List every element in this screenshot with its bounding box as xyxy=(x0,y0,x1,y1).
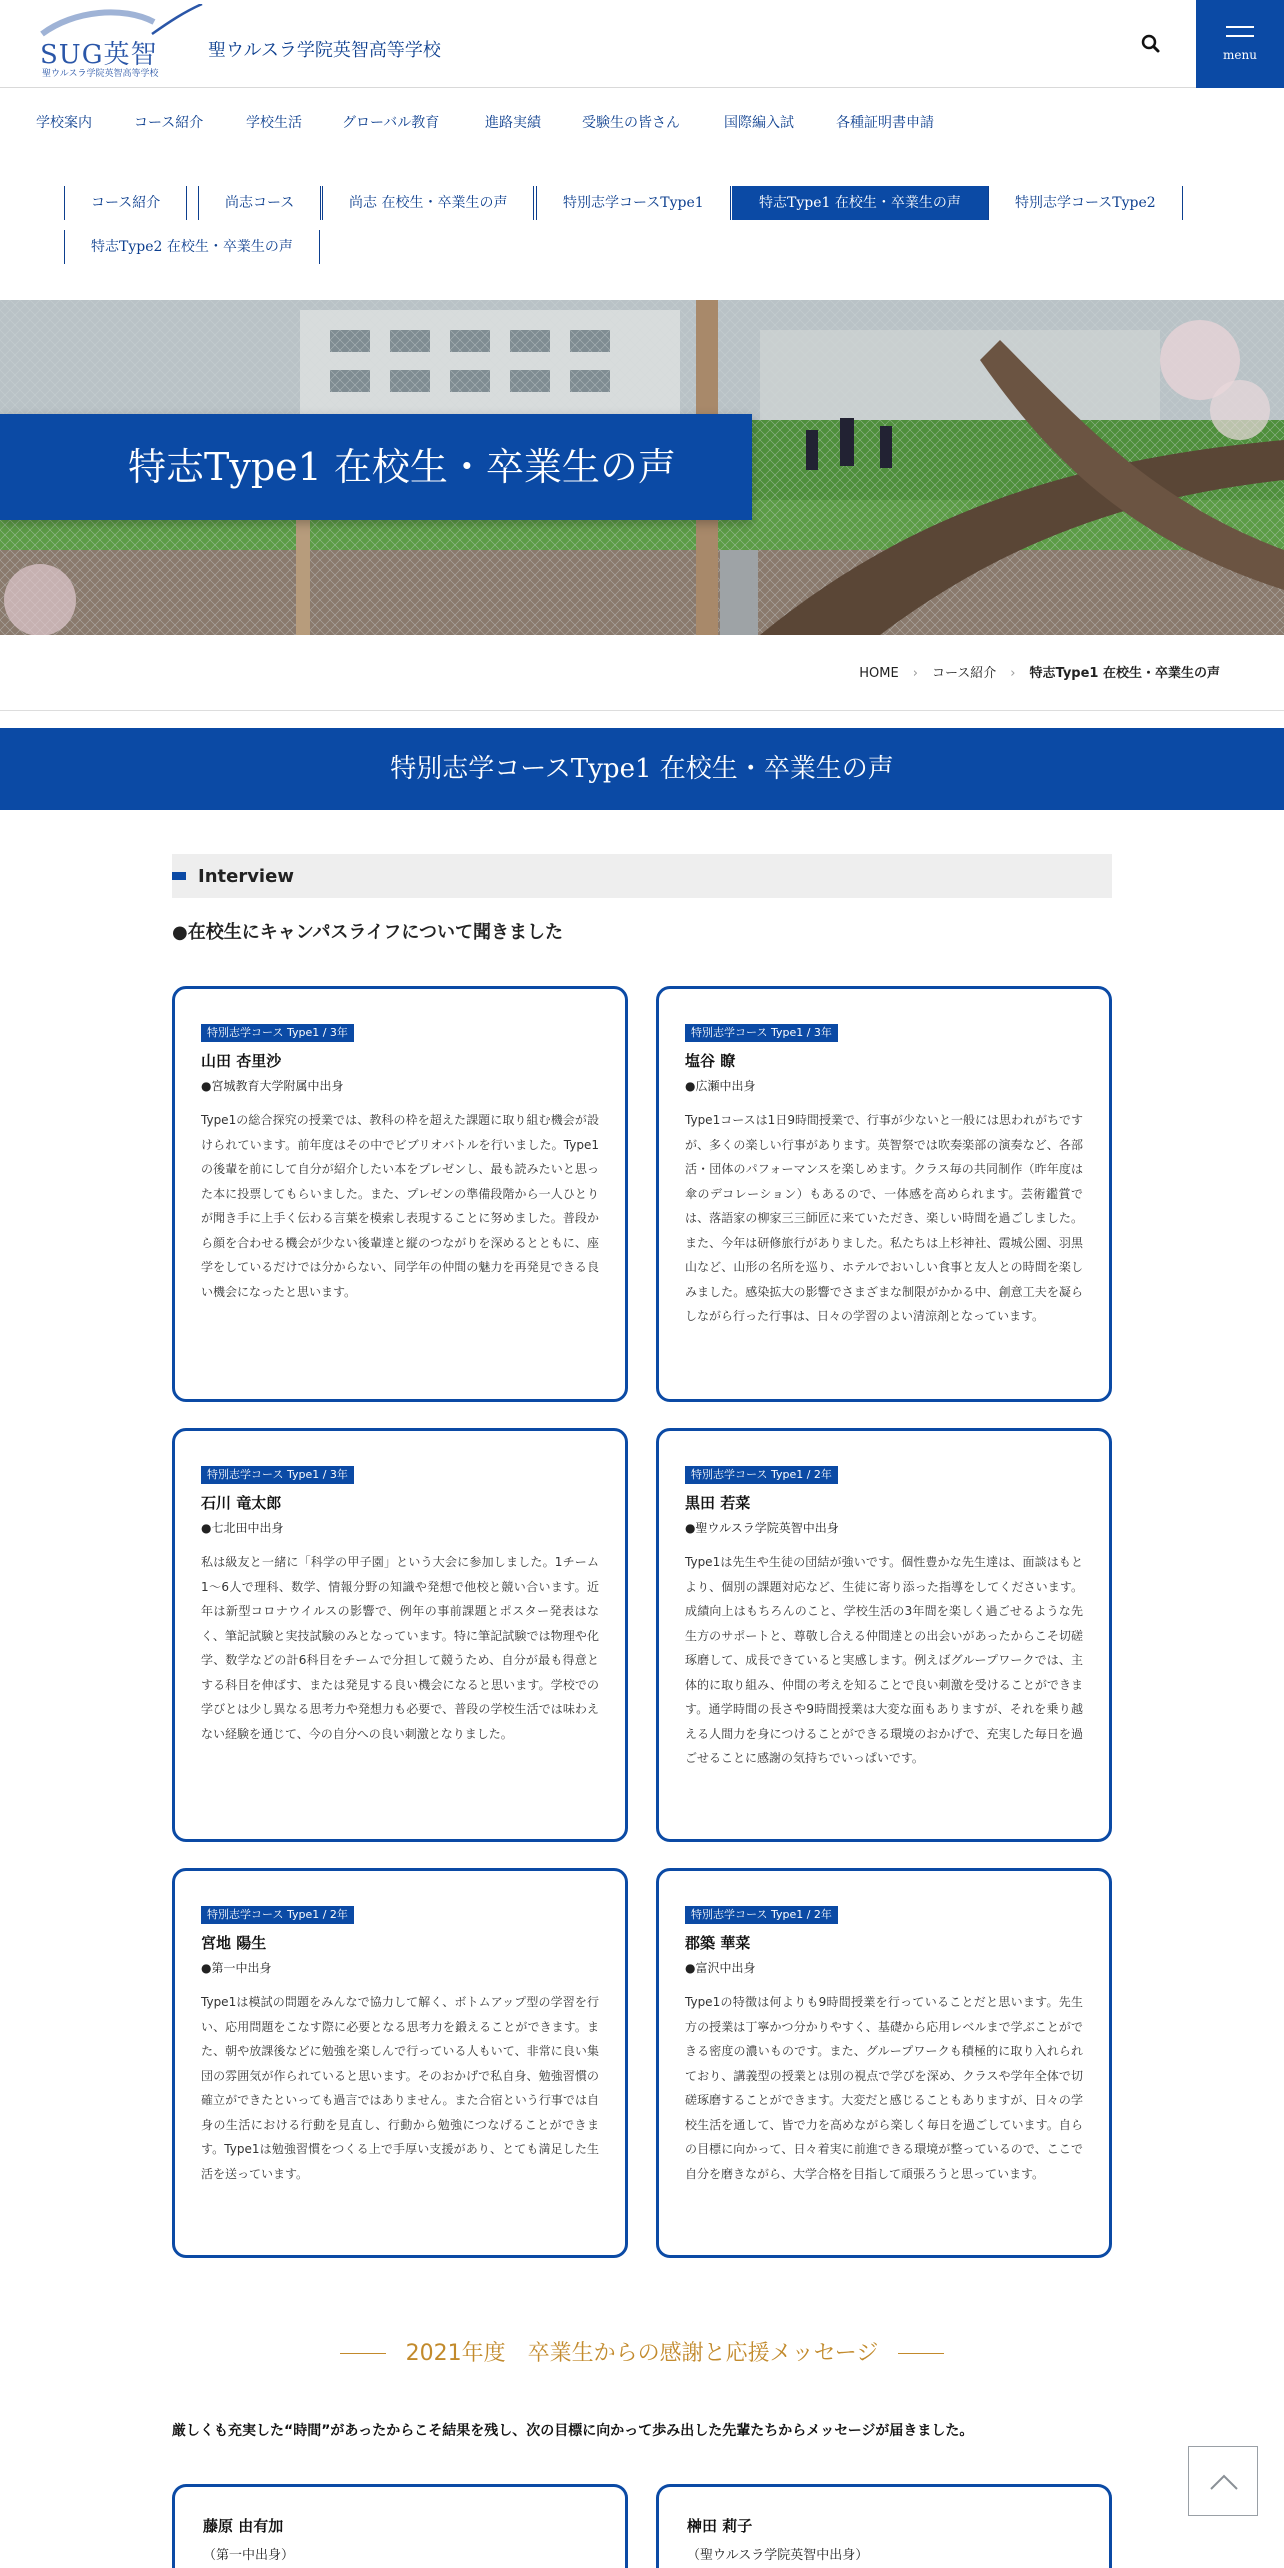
student-name: 郡築 華菜 xyxy=(685,1934,751,1952)
heading-marker-icon xyxy=(172,872,186,880)
student-card xyxy=(172,1868,628,2258)
graduate-card xyxy=(172,2484,628,2568)
student-comment: 私は級友と一緒に「科学の甲子園」という大会に参加しました。1チーム1〜6人で理科、数学、情報分野の知識や発想で他校と競い合います。近年は新型コロナウイルスの影響で、例年の事前課題とポスター発表はなく、筆記試験と実技試験のみとなっています。特に筆記試験では物理や化学、数学などの計6科目をチームで分担して競うため、自分が最も得意とする科目を伸ばす、または発見する良い機会になると思います。学校での学びとは少し異なる思考力や発想力も必要で、普段の学校生活では味わえない経験を通じて、今の自分への良い刺激となりました。 xyxy=(201,1555,599,1741)
course-badge: 特別志学コース Type1 / 2年 xyxy=(685,1466,838,1484)
graduate-name: 榊田 莉子 xyxy=(687,2517,753,2535)
student-card xyxy=(172,986,628,1402)
student-school: ●七北田中出身 xyxy=(201,1521,284,1535)
student-comment: Type1コースは1日9時間授業で、行事が少ないと一般には思われがちですが、多くの楽しい行事があります。英智祭では吹奏楽部の演奏など、各部活・団体のパフォーマンスを楽しめます。クラス毎の共同制作（昨年度は傘のデコレーション）もあるので、一体感を高められます。芸術鑑賞では、落語家の柳家三三師匠に来ていただき、楽しい時間を過ごしました。また、今年は研修旅行がありました。私たちは上杉神社、霞城公園、羽黒山など、山形の名所を巡り、ホテルでおいしい食事と友人との時間を楽しみました。感染拡大の影響でさまざまな制限がかかる中、創意工夫を凝らしながら行った行事は、日々の学習のよい清涼剤となっています。 xyxy=(685,1113,1083,1323)
graduate-school: （第一中出身） xyxy=(203,2548,295,2563)
student-school: ●聖ウルスラ学院英智中出身 xyxy=(685,1521,839,1535)
school-logo[interactable] xyxy=(34,4,204,80)
gnav-item-transfer[interactable]: 国際編入試 xyxy=(724,115,794,131)
student-name: 塩谷 瞭 xyxy=(685,1052,736,1070)
graduate-card xyxy=(656,2484,1112,2568)
subnav-item-type2[interactable]: 特別志学コースType2 xyxy=(988,186,1183,220)
graduate-school: （聖ウルスラ学院英智中出身） xyxy=(687,2548,869,2563)
interview-lead: ●在校生にキャンパスライフについて聞きました xyxy=(172,922,564,943)
student-school: ●宮城教育大学附属中出身 xyxy=(201,1079,344,1093)
subnav-item-course-intro[interactable]: コース紹介 xyxy=(64,186,187,220)
subnav-item-type1[interactable]: 特別志学コースType1 xyxy=(536,186,731,220)
gnav-item-school-guide[interactable]: 学校案内 xyxy=(36,115,92,131)
student-comment: Type1は先生や生徒の団結が強いです。個性豊かな先生達は、面談はもとより、個別の課題対応など、生徒に寄り添った指導をしてくださいます。成績向上はもちろんのこと、学校生活の3年間を楽しく過ごせるような先生方のサポートと、尊敬し合える仲間達との出会いがあったからこそ切磋琢磨して、成長できていると実感します。例えばグループワークでは、主体的に取り組み、仲間の考えを知ることで良い刺激を受けることができます。通学時間の長さや9時間授業は大変な面もありますが、それを乗り越える人間力を身につけることができる環境のおかげで、充実した毎日を過ごせることに感謝の気持ちでいっぱいです。 xyxy=(685,1555,1083,1765)
student-school: ●富沢中出身 xyxy=(685,1961,756,1975)
course-badge: 特別志学コース Type1 / 3年 xyxy=(685,1024,838,1042)
search-icon xyxy=(1135,28,1167,60)
gnav-item-applicants[interactable]: 受験生の皆さん xyxy=(582,115,680,131)
heading-rule xyxy=(898,2353,944,2354)
student-card xyxy=(172,1428,628,1842)
site-header xyxy=(0,0,1284,88)
global-nav xyxy=(0,112,1284,138)
student-card xyxy=(656,1868,1112,2258)
student-name: 黒田 若菜 xyxy=(685,1494,751,1512)
student-card xyxy=(656,1428,1112,1842)
interview-label: Interview xyxy=(198,866,294,887)
student-comment: Type1は模試の問題をみんなで協力して解く、ボトムアップ型の学習を行い、応用問題をこなす際に必要となる思考力を鍛えることができます。また、朝や放課後などに勉強を楽しんで行っている人もいて、非常に良い集団の雰囲気が作られていると思います。そのおかげで私自身、勉強習慣の確立ができたといっても過言ではありません。また合宿という行事では自身の生活における行動を見直し、行動から勉強につなげることができます。Type1は勉強習慣をつくる上で手厚い支援があり、とても満足した生活を送っています。 xyxy=(201,1995,599,2181)
site-title[interactable]: 聖ウルスラ学院英智高等学校 xyxy=(208,40,441,61)
search-button[interactable] xyxy=(1135,28,1167,60)
interview-heading xyxy=(172,854,1112,898)
student-name: 石川 竜太郎 xyxy=(201,1494,282,1512)
hero-banner xyxy=(0,300,1284,635)
breadcrumb-current: 特志Type1 在校生・卒業生の声 xyxy=(1029,666,1220,681)
subnav-item-type2-voices[interactable]: 特志Type2 在校生・卒業生の声 xyxy=(64,230,320,264)
student-school: ●広瀬中出身 xyxy=(685,1079,756,1093)
student-card xyxy=(656,986,1112,1402)
student-comment: Type1の特徴は何よりも9時間授業を行っていることだと思います。先生方の授業は丁寧かつ分かりやすく、基礎から応用レベルまで学ぶことができる密度の濃いものです。また、グループワークも積極的に取り入れられており、講義型の授業とは別の視点で学びを深め、クラスや学年全体で切磋琢磨することができます。大変だと感じることもありますが、日々の学校生活を通して、皆で力を高めながら楽しく毎日を過ごしています。自らの目標に向かって、日々着実に前進できる環境が整っているので、ここで自分を磨きながら、大学合格を目指して頑張ろうと思っています。 xyxy=(685,1995,1083,2181)
breadcrumb-course-intro[interactable]: コース紹介 xyxy=(931,666,997,681)
menu-button[interactable] xyxy=(1196,0,1284,88)
page-top-button[interactable] xyxy=(1188,2446,1258,2516)
hero-title: 特志Type1 在校生・卒業生の声 xyxy=(0,414,752,520)
gnav-item-courses[interactable]: コース紹介 xyxy=(134,115,204,131)
graduate-name: 藤原 由有加 xyxy=(203,2517,284,2535)
gnav-item-results[interactable]: 進路実績 xyxy=(485,115,541,131)
subnav-item-type1-voices[interactable]: 特志Type1 在校生・卒業生の声 xyxy=(732,186,988,220)
course-badge: 特別志学コース Type1 / 3年 xyxy=(201,1024,354,1042)
breadcrumb xyxy=(859,662,1220,681)
gnav-item-global[interactable]: グローバル教育 xyxy=(342,115,440,131)
gnav-item-school-life[interactable]: 学校生活 xyxy=(246,115,302,131)
student-school: ●第一中出身 xyxy=(201,1961,272,1975)
student-name: 山田 杏里沙 xyxy=(201,1052,282,1070)
course-badge: 特別志学コース Type1 / 2年 xyxy=(685,1906,838,1924)
subnav-item-shoushi[interactable]: 尚志コース xyxy=(198,186,321,220)
chevron-right-icon: › xyxy=(912,666,918,681)
gnav-item-certificates[interactable]: 各種証明書申請 xyxy=(836,115,934,131)
chevron-up-icon xyxy=(1189,2447,1259,2517)
logo-text: SUG英智 xyxy=(40,40,158,70)
graduates-heading xyxy=(340,2336,944,2372)
section-title: 特別志学コースType1 在校生・卒業生の声 xyxy=(0,728,1284,810)
course-badge: 特別志学コース Type1 / 3年 xyxy=(201,1466,354,1484)
chevron-right-icon: › xyxy=(1010,666,1016,681)
hamburger-icon xyxy=(1226,26,1254,44)
graduates-heading-text: 2021年度 卒業生からの感謝と応援メッセージ xyxy=(405,2341,879,2366)
logo-subtext: 聖ウルスラ学院英智高等学校 xyxy=(42,69,159,79)
subnav-item-shoushi-voices[interactable]: 尚志 在校生・卒業生の声 xyxy=(322,186,534,220)
divider xyxy=(0,710,1284,711)
graduates-lead: 厳しくも充実した“時間”があったからこそ結果を残し、次の目標に向かって歩み出した先輩たちからメッセージが届きました。 xyxy=(172,2423,974,2439)
student-comment: Type1の総合探究の授業では、教科の枠を超えた課題に取り組む機会が設けられています。前年度はその中でビブリオバトルを行いました。Type1の後輩を前にして自分が紹介したい本をプレゼンし、最も読みたいと思った本に投票してもらいました。また、プレゼンの準備段階から一人ひとりが聞き手に上手く伝わる言葉を模索し表現することに努めました。普段から顔を合わせる機会が少ない後輩達と縦のつながりを深めるとともに、座学をしているだけでは分からない、同学年の仲間の魅力を再発見できる良い機会になったと思います。 xyxy=(201,1113,599,1299)
heading-rule xyxy=(340,2353,386,2354)
menu-label: menu xyxy=(1223,48,1257,62)
breadcrumb-home[interactable]: HOME xyxy=(859,666,899,681)
course-badge: 特別志学コース Type1 / 2年 xyxy=(201,1906,354,1924)
student-name: 宮地 陽生 xyxy=(201,1934,267,1952)
